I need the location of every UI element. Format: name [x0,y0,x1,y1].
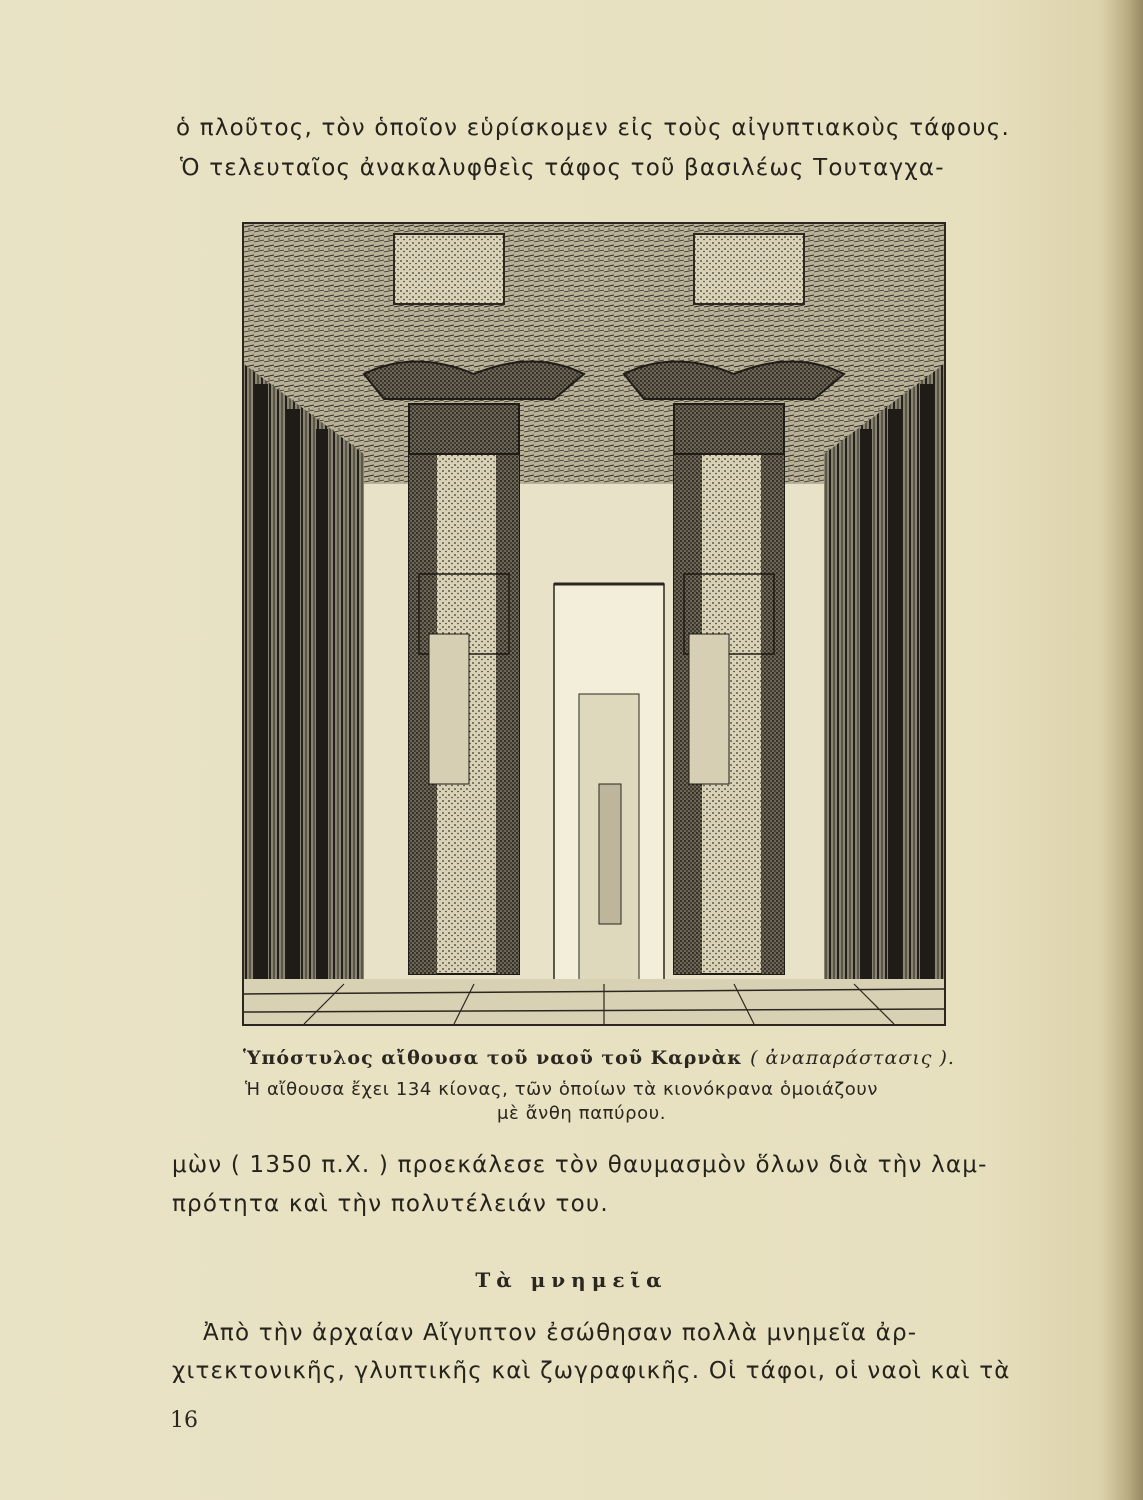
page-number: 16 [170,1408,198,1433]
caption-title-note: ( ἀναπαράστασις ). [750,1047,955,1069]
engraving-drawing [244,224,944,1024]
body-text-line: ὁ πλοῦτος, τὸν ὁποῖον εὑρίσκομεν εἰς τοὺς αἰγυπτιακοὺς τάφους. [176,115,1010,141]
body-text-line: Ὁ τελευταῖος ἀνακαλυφθεὶς τάφος τοῦ βασιλέως Τουταγχα- [180,155,945,181]
figure-caption-line: Ἡ αἴθουσα ἔχει 134 κίονας, τῶν ὁποίων τὰ κιονόκρανα ὁμοιάζουν [245,1079,879,1100]
body-text-line: μὼν ( 1350 π.Χ. ) προεκάλεσε τὸν θαυμασμὸν ὅλων διὰ τὴν λαμ- [172,1152,988,1178]
section-heading: Τὰ μνημεῖα [475,1268,668,1292]
figure-caption-line: μὲ ἄνθη παπύρου. [497,1103,667,1124]
body-text-line: Ἀπὸ τὴν ἀρχαίαν Αἴγυπτον ἐσώθησαν πολλὰ μνημεῖα ἀρ- [203,1320,918,1346]
body-text-line: πρότητα καὶ τὴν πολυτέλειάν του. [172,1191,609,1217]
figure-caption-title [243,1047,955,1069]
karnak-hypostyle-illustration [242,222,946,1026]
caption-title-text: Ὑπόστυλος αἴθουσα τοῦ ναοῦ τοῦ Καρνὰκ [243,1047,743,1069]
body-text-line: χιτεκτονικῆς, γλυπτικῆς καὶ ζωγραφικῆς. Οἱ τάφοι, οἱ ναοὶ καὶ τὰ [172,1358,1011,1384]
